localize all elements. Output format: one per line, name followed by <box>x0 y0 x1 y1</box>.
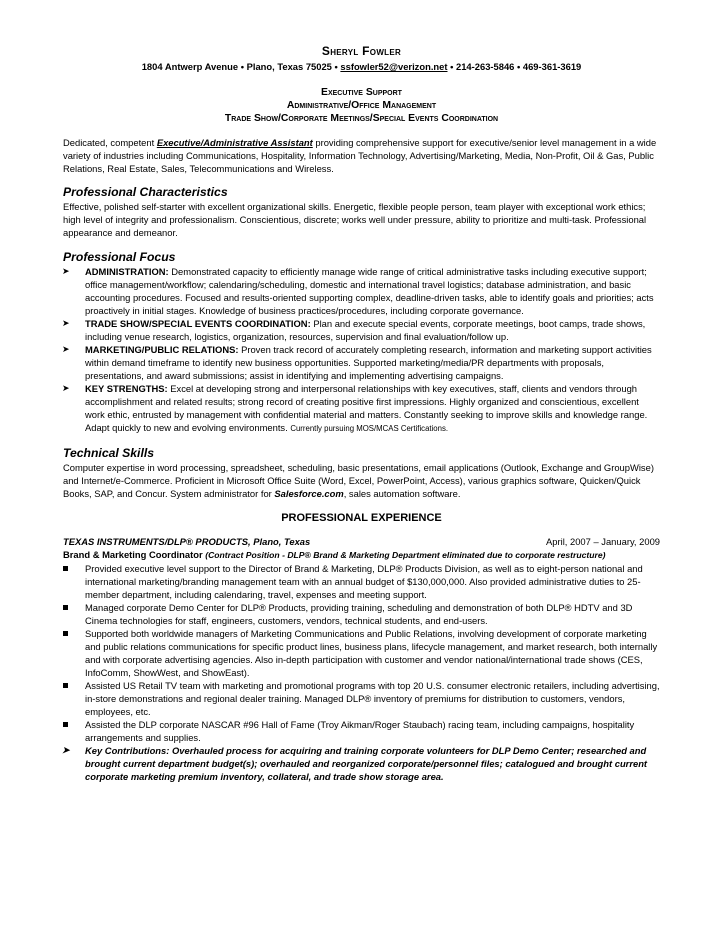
summary-prefix: Dedicated, competent <box>63 137 157 148</box>
arrow-bullet-icon: ➤ <box>62 318 70 328</box>
technical-tail: , sales automation software. <box>343 488 461 499</box>
address: 1804 Antwerp Avenue • Plano, Texas 75025 • <box>141 61 338 72</box>
list-item <box>63 317 660 343</box>
arrow-bullet-icon: ➤ <box>62 344 70 354</box>
certification-note: Currently pursuing MOS/MCAS Certifications. <box>290 424 449 433</box>
focus-heading: Professional Focus <box>63 250 176 264</box>
section-focus <box>63 250 660 435</box>
company-name: TEXAS INSTRUMENTS/DLP® PRODUCTS, Plano, Texas <box>63 536 311 547</box>
experience-heading: PROFESSIONAL EXPERIENCE <box>281 512 442 524</box>
focus-list <box>63 265 660 435</box>
section-technical <box>63 446 660 500</box>
summary-paragraph <box>63 136 660 175</box>
square-bullet-icon <box>63 631 68 636</box>
list-item <box>63 265 660 317</box>
email-link[interactable]: ssfowler52@verizon.net <box>340 61 448 72</box>
list-item <box>63 679 660 718</box>
list-item <box>63 744 660 783</box>
bullet-text: Provided executive level support to the Director of Brand & Marketing, DLP® Products Division, as well as to eight-person national and international marketing/branding management team with an annual budget of $130,000,000. Also provided administrative duties to 25-member department, including calendaring, travel, expenses and meeting support. <box>85 563 643 600</box>
list-item <box>63 343 660 382</box>
contact-line <box>63 61 660 72</box>
characteristics-heading: Professional Characteristics <box>63 185 228 199</box>
focus-label: MARKETING/PUBLIC RELATIONS: <box>85 344 239 355</box>
section-characteristics <box>63 185 660 239</box>
focus-label: KEY STRENGTHS: <box>85 383 168 394</box>
characteristics-text: Effective, polished self-starter with excellent organizational skills. Energetic, flexible people person, team player with exceptional work ethics; high level of integrity and professionalism. Conscientious, discrete; works well under pressure, ability to prioritize and multi-task. Professional appearance and demeanor. <box>63 201 647 238</box>
job-role <box>63 548 660 562</box>
arrow-bullet-icon: ➤ <box>62 383 70 393</box>
job-dates: April, 2007 – January, 2009 <box>546 536 660 547</box>
square-bullet-icon <box>63 722 68 727</box>
bullet-text: Assisted US Retail TV team with marketing and promotional programs with top 20 U.S. consumer electronic retailers, including advertising, in-store demonstrations and regional dealer training. Managed DLP® inventory of premiums for distribution to customers, vendors, employees, etc. <box>85 680 660 717</box>
contribution-label: Key Contributions: <box>85 745 170 756</box>
focus-label: ADMINISTRATION: <box>85 266 169 277</box>
role-note: (Contract Position - DLP® Brand & Marketing Department eliminated due to corporate restructure) <box>205 550 606 560</box>
phone-numbers: • 214-263-5846 • 469-361-3619 <box>450 61 582 72</box>
technical-body: Computer expertise in word processing, spreadsheet, scheduling, basic presentations, email applications (Outlook, Exchange and GroupWise) and Internet/e-Commerce. Proficient in Microsoft Office Suite (Word, Excel, PowerPoint, Access), various graphics software, Quicken/Quick Books, SAP, and Concur. System administrator for <box>63 462 654 499</box>
bullet-text: Assisted the DLP corporate NASCAR #96 Hall of Fame (Troy Aikman/Roger Staubach) racing team, including campaigns, hospitality arrangements and supplies. <box>85 719 635 743</box>
candidate-name: Sheryl Fowler <box>321 44 402 58</box>
square-bullet-icon <box>63 683 68 688</box>
focus-label: TRADE SHOW/SPECIAL EVENTS COORDINATION: <box>85 318 311 329</box>
technical-bold: Salesforce.com <box>274 488 344 499</box>
bullet-text: Supported both worldwide managers of Marketing Communications and Public Relations, involving development of corporate marketing and public relations communications for specific product lines, business plans, lifecycle management, and market research, both internally and with corporate advertising agencies. Also in-depth participation with customer and vendor national/international trade shows (CES, InfoComm, ShowWest, and ShowEast). <box>85 628 658 678</box>
list-item <box>63 562 660 601</box>
list-item <box>63 718 660 744</box>
target-titles <box>63 86 660 125</box>
summary-highlight: Executive/Administrative Assistant <box>156 137 313 148</box>
job-header <box>63 535 660 548</box>
list-item <box>63 601 660 627</box>
focus-text: Excel at developing strong and interpersonal relationships with key executives, staff, clients and vendors through accomplishment and related results; strong record of creating positive first impressions. Highly organized and conscientious, excellent work ethic, entrusted by management with confidential material and matters. Constantly seeking to improve skills and knowledge range. Adapt quickly to new and evolving environments. <box>85 383 648 433</box>
experience-list <box>63 562 660 783</box>
square-bullet-icon <box>63 566 68 571</box>
arrow-bullet-icon: ➤ <box>62 745 70 755</box>
square-bullet-icon <box>63 605 68 610</box>
technical-heading: Technical Skills <box>63 446 154 460</box>
focus-text: Demonstrated capacity to efficiently manage wide range of critical administrative tasks including executive support; office management/workflow; calendaring/scheduling, domestic and international travel logistics; database administration, and basic accounting procedures. Focused and results-oriented supporting complex, deadline-driven tasks, able to identify goals and priorities; acts proactively in initial stages. Knowledge of business practices/procedures, including corporate governance. <box>85 266 654 316</box>
list-item <box>63 382 660 435</box>
arrow-bullet-icon: ➤ <box>62 266 70 276</box>
role-title: Brand & Marketing Coordinator <box>63 549 206 560</box>
list-item <box>63 627 660 679</box>
focus-text: Proven track record of accurately completing research, information and marketing support activities within demand timeframe to identify new business opportunities. Supported marketing/media/PR departments with proposals, presentations, and award submissions; assist in identifying and implementing advertising campaigns. <box>85 344 652 381</box>
title-line-3: Trade Show/Corporate Meetings/Special Events Coordination <box>224 113 499 124</box>
summary-rest: providing comprehensive support for executive/senior level management in a wide variety of industries including Communications, Hospitality, Information Technology, Advertising/Marketing, Media, Non-Profit, Oil & Gas, Public Relations, Real Estate, Sales, Telecommunications and Wireless. <box>63 137 657 174</box>
title-line-2: Administrative/Office Management <box>286 100 437 111</box>
technical-text <box>63 461 660 500</box>
title-line-1: Executive Support <box>321 87 402 98</box>
bullet-text: Managed corporate Demo Center for DLP® Products, providing training, scheduling and demonstration of both DLP® HDTV and 3D Cinema technologies for staff, engineers, customers, vendors, technical students, and end-users. <box>85 602 633 626</box>
focus-text: Plan and execute special events, corporate meetings, boot camps, trade shows, including venue research, logistics, organization, resources, supervision and final evaluation/follow up. <box>85 318 646 342</box>
contribution-text: Overhauled process for acquiring and training corporate volunteers for DLP Demo Center; researched and brought current department budget(s); overhauled and reorganized corporate/personnel files; catalogued and brought current corporate marketing premium inventory, collateral, and trade show storage area. <box>85 745 648 782</box>
